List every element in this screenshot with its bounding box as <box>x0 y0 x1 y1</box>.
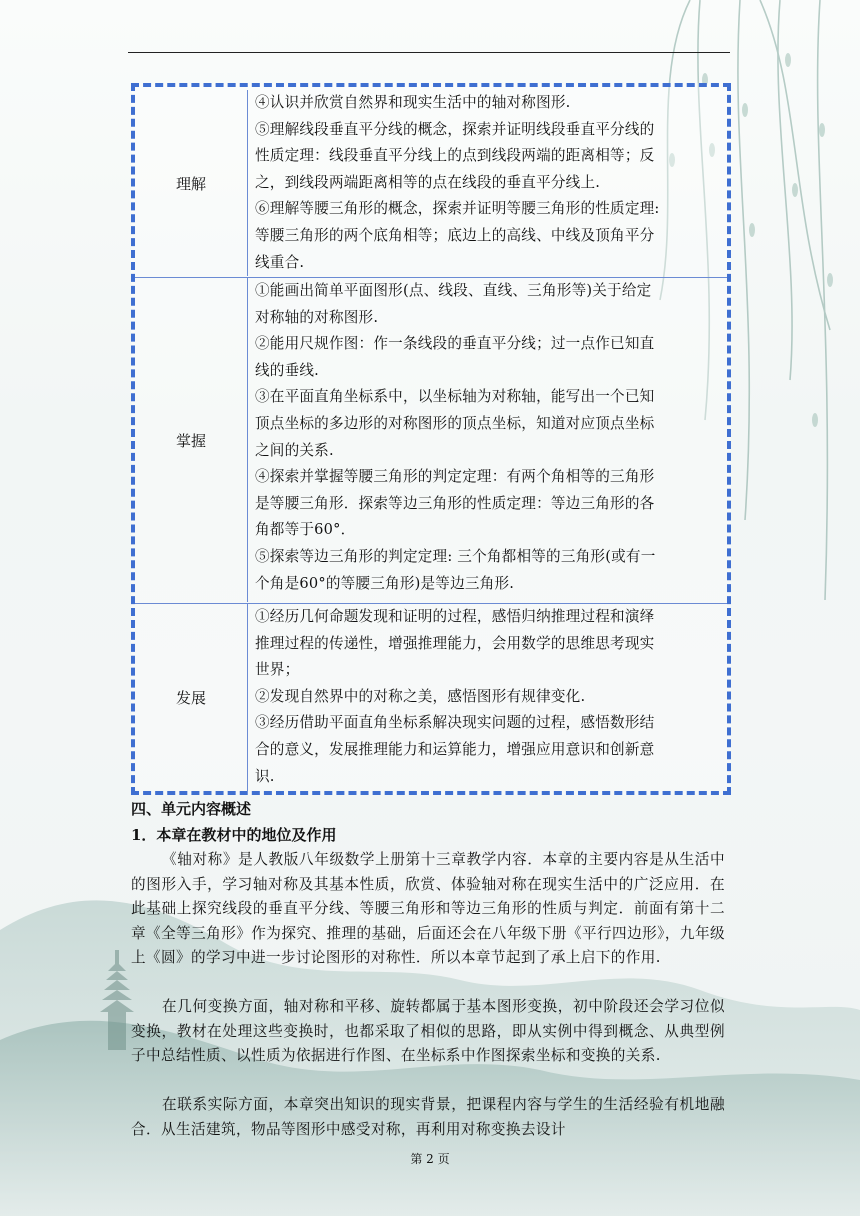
paragraph: 在几何变换方面，轴对称和平移、旋转都属于基本图形变换，初中阶段还会学习位似变换，教材在处理这些变换时，也都采取了相似的思路，即从实例中得到概念、从典型例子中总结性质、以性质为依据进行作图、在坐标系中作图探索坐标和变换的关系. <box>131 998 725 1065</box>
content-line: ⑤理解线段垂直平分线的概念，探索并证明线段垂直平分线的 <box>255 120 655 138</box>
content-line: 顶点坐标的多边形的对称图形的顶点坐标，知道对应顶点坐标 <box>255 414 655 432</box>
content-line: ⑤探索等边三角形的判定定理: 三个角都相等的三角形(或有一 <box>255 547 656 565</box>
content-line: 是等腰三角形．探索等边三角形的性质定理：等边三角形的各 <box>255 494 655 512</box>
content-line: 等腰三角形的两个底角相等；底边上的高线、中线及顶角平分 <box>255 226 655 244</box>
content-line: ①经历几何命题发现和证明的过程，感悟归纳推理过程和演绎 <box>255 608 655 625</box>
row-content <box>247 278 727 602</box>
content-line: 对称轴的对称图形. <box>255 308 379 326</box>
content-line: ①能画出简单平面图形(点、线段、直线、三角形等)关于给定 <box>255 282 652 299</box>
paragraph: 在联系实际方面，本章突出知识的现实背景，把课程内容与学生的生活经验有机地融合．从生活建筑，物品等图形中感受对称，再利用对称变换去设计 <box>131 1096 725 1138</box>
content-line: 线的垂线. <box>255 361 320 379</box>
content-line: 线重合. <box>255 253 305 271</box>
content-line: 推理过程的传递性，增强推理能力，会用数学的思维思考现实 <box>255 634 655 652</box>
content-line: 角都等于60°． <box>255 521 356 539</box>
table-row <box>135 604 727 791</box>
content-line: 性质定理：线段垂直平分线上的点到线段两端的距离相等；反 <box>255 147 655 165</box>
subsection-heading: 1．本章在教材中的地位及作用 <box>131 826 337 844</box>
row-content <box>247 90 727 276</box>
content-line: 之，到线段两端距离相等的点在线段的垂直平分线上. <box>255 173 601 191</box>
row-label: 掌握 <box>175 431 206 450</box>
paragraph: 《轴对称》是人教版八年级数学上册第十三章教学内容．本章的主要内容是从生活中的图形入手，学习轴对称及其基本性质，欣赏、体验轴对称在现实生活中的广泛应用．在此基础上探究线段的垂直平分线、等腰三角形和等边三角形的性质与判定．前面有第十二章《全等三角形》作为探究、推理的基础，后面还会在八年级下册《平行四边形》，九年级上《圆》的学习中进一步讨论图形的对称性．所以本章节起到了承上启下的作用. <box>131 851 725 967</box>
content-line: ⑥理解等腰三角形的概念，探索并证明等腰三角形的性质定理: <box>255 200 660 218</box>
header-rule <box>128 52 730 53</box>
content-line: ③在平面直角坐标系中，以坐标轴为对称轴，能写出一个已知 <box>255 388 655 406</box>
objectives-table <box>131 83 731 795</box>
content-line: 识. <box>255 767 275 785</box>
row-content <box>247 604 727 791</box>
content-line: 个角是60°的等腰三角形)是等边三角形. <box>255 574 515 592</box>
table-row <box>135 278 727 602</box>
content-line: ③经历借助平面直角坐标系解决现实问题的过程，感悟数形结 <box>255 714 655 732</box>
content-line: ②发现自然界中的对称之美，感悟图形有规律变化. <box>255 687 586 705</box>
content-line: 合的意义，发展推理能力和运算能力，增强应用意识和创新意 <box>255 740 655 758</box>
row-label: 理解 <box>175 174 206 193</box>
section-heading: 四、单元内容概述 <box>131 800 252 818</box>
table-row <box>135 90 727 276</box>
content-line: ④认识并欣赏自然界和现实生活中的轴对称图形. <box>255 94 571 111</box>
content-line: 世界； <box>255 661 300 679</box>
row-label: 发展 <box>175 689 206 707</box>
page-number: 第 2 页 <box>410 1152 450 1166</box>
content-line: ②能用尺规作图：作一条线段的垂直平分线；过一点作已知直 <box>255 335 655 353</box>
content-line: ④探索并掌握等腰三角形的判定定理：有两个角相等的三角形 <box>255 468 655 486</box>
content-line: 之间的关系. <box>255 441 334 459</box>
